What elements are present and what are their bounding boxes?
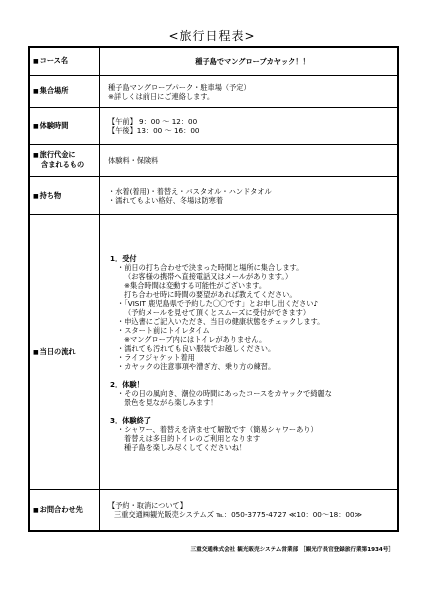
- flow-line: （お客様の携帯へ直接電話又はメールがあります。）: [124, 272, 293, 282]
- section-experience: [110, 389, 397, 407]
- flow-line: 種子島を楽しみ尽くしてくださいね！: [124, 443, 247, 453]
- flow-line: ※マングローブ内にはトイレがありません。: [124, 335, 267, 345]
- label-included: ■旅行代金に 含まれるもの: [30, 144, 100, 176]
- row-included: [30, 144, 398, 176]
- row-meeting: [30, 75, 398, 107]
- flow-line: （予約メールを見せて頂くとスムーズに受付ができます）: [124, 308, 311, 318]
- flow-line: 着替えは多目的トイレのご利用となります: [124, 434, 261, 444]
- row-flow: [30, 215, 398, 490]
- flow-line: ・シャワー、着替えを済ませて解散です（簡易シャワーあり）: [117, 425, 318, 435]
- section-end-title: 3．体験終了: [110, 416, 151, 426]
- day-flow: [100, 215, 398, 490]
- flow-line: ※集合時間は変動する可能性がございます。: [124, 281, 267, 291]
- label-belongings: ■持ち物: [30, 176, 100, 215]
- included-items: 体験料・保険料: [100, 144, 398, 176]
- label-flow: ■当日の流れ: [30, 215, 100, 490]
- label-meeting: ■集合場所: [30, 75, 100, 107]
- row-time: [30, 108, 398, 144]
- section-reception: [110, 263, 397, 371]
- flow-line: ・「VISIT 鹿児島県で予約した〇〇です」とお申し出ください♪: [117, 299, 319, 309]
- course-name: 種子島でマングローブカヤック！！: [100, 48, 398, 76]
- flow-line: ・申込書にご記入いただき、当日の健康状態をチェックします。: [117, 317, 325, 327]
- experience-time: 【午前】 9：00 ～ 12：00 【午後】13：00 ～ 16：00: [100, 108, 398, 144]
- meeting-place: 種子島マングローブパーク・駐車場（予定） ※詳しくは前日にご連絡します。: [100, 75, 398, 107]
- row-contact: [30, 490, 398, 531]
- flow-line: ・カヤックの注意事項や漕ぎ方、乗り方の練習。: [117, 362, 276, 372]
- flow-line: 景色を見ながら楽しみます！: [124, 398, 218, 408]
- row-belongings: [30, 176, 398, 215]
- flow-line: ・濡れても汚れても良い服装でお越しください。: [117, 344, 276, 354]
- label-contact: ■お問合わせ先: [30, 490, 100, 531]
- row-course: [30, 48, 398, 76]
- section-end: [110, 425, 397, 452]
- section-reception-title: 1．受付: [110, 254, 137, 264]
- company-footer: 三重交通株式会社 観光販売システム営業部 ［観光庁長官登録旅行業第1934号］: [190, 547, 394, 553]
- flow-line: ・ライフジャケット着用: [117, 353, 195, 363]
- label-time: ■体験時間: [30, 108, 100, 144]
- flow-line: ・その日の風向き、潮位の時間にあったコースをカヤックで綺麗な: [117, 389, 332, 399]
- section-experience-title: 2．体験！: [110, 380, 144, 390]
- contact-info: 【予約・取消について】 三重交通㈱観光販売システムズ ℡：050-3775-4727 ≪10：00～18：00≫: [100, 490, 398, 531]
- page-title: <旅行日程表>: [168, 29, 256, 43]
- flow-line: ・前日の打ち合わせで決まった時間と場所に集合します。: [117, 263, 304, 273]
- belongings-list: ・水着(着用)・着替え・バスタオル・ハンドタオル ・濡れてもよい格好、冬場は防寒着: [100, 176, 398, 215]
- flow-line: 打ち合わせ時に時間の要望があれば教えてください。: [124, 290, 297, 300]
- itinerary-table: [28, 46, 399, 532]
- label-course: ■コース名: [30, 48, 100, 76]
- flow-line: ・スタート前にトイレタイム: [117, 326, 210, 336]
